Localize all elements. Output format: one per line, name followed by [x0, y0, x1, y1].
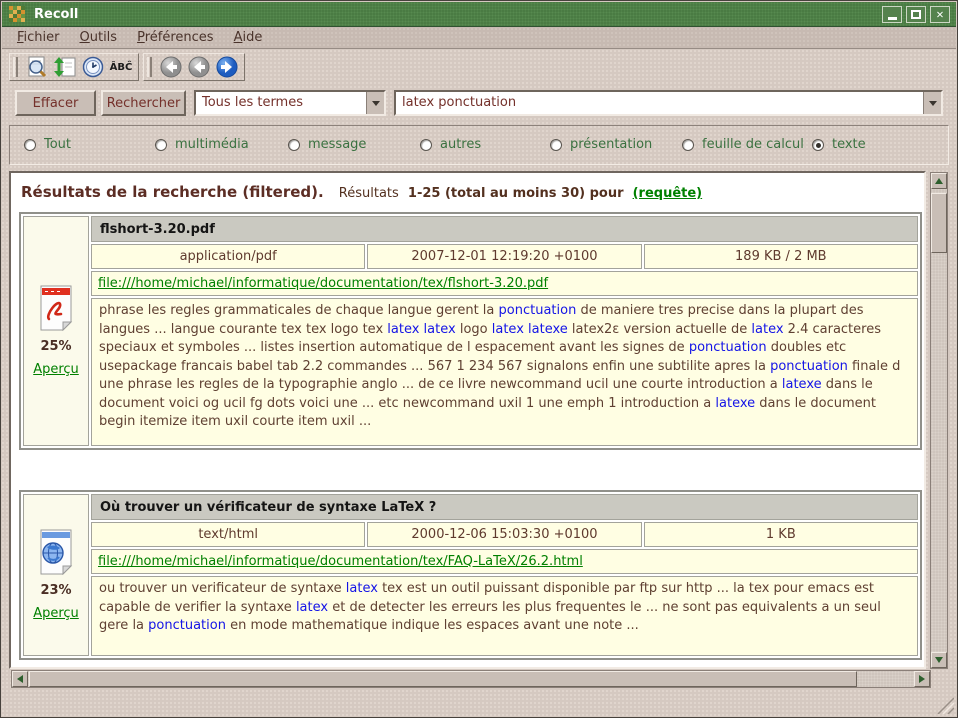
results-header — [21, 182, 702, 201]
radio-icon — [155, 139, 167, 151]
previous-page-arrow-icon — [187, 55, 211, 79]
spellcheck-abc-icon: ÂBĈ — [109, 61, 133, 73]
menu-fichier[interactable]: Fichier — [17, 30, 60, 45]
search-button[interactable]: Rechercher — [101, 90, 186, 116]
toolbar-grip[interactable] — [147, 57, 152, 77]
result-filename: flshort-3.20.pdf — [91, 216, 918, 242]
resize-grip[interactable] — [934, 694, 954, 714]
radio-icon — [550, 139, 562, 151]
filter-radio-message[interactable]: message — [288, 137, 366, 152]
filter-radio-multimedia[interactable]: multimédia — [155, 137, 249, 152]
minimize-button[interactable] — [882, 6, 902, 23]
result-entry-2 — [19, 490, 922, 660]
maximize-button[interactable] — [906, 6, 926, 23]
scroll-down-button[interactable] — [931, 652, 947, 668]
menu-aide[interactable]: Aide — [233, 30, 263, 45]
result-abstract: phrase les regles grammaticales de chaque langue gerent la ponctuation de maniere tres precise dans la plupart des langues ... langue courante tex tex logo tex latex latex logo latex latexe latex2ε version actuelle de latex 2.4 caracteres speciaux et symboles ... listes insertion automatique de l espacement avant les signes de ponctuation doubles etc usepackage francais babel tab 2.2 commandes ... 567 1 234 567 signalons enfin une subtilite apres la ponctuation finale d une phrase les regles de la typographie anglo ... de ce livre newcommand ucil une courte introduction a latexe dans le document voici og ucil fg dots voici une ... etc newcommand uxil 1 une emph 1 introduction a latexe dans le document begin itemize item uxil courte item uxil ... — [91, 298, 918, 446]
document-search-button[interactable] — [23, 54, 51, 80]
scroll-left-button[interactable] — [12, 671, 28, 687]
horizontal-scrollbar[interactable] — [11, 670, 931, 688]
results-title: Résultats de la recherche (filtered). — [21, 183, 324, 201]
horizontal-scroll-thumb[interactable] — [29, 671, 857, 687]
document-sort-button[interactable] — [51, 54, 79, 80]
result-size: 189 KB / 2 MB — [644, 244, 918, 269]
close-icon: ✕ — [936, 7, 944, 21]
filter-radio-tout[interactable]: Tout — [24, 137, 71, 152]
triangle-left-icon — [17, 675, 23, 683]
clear-button[interactable]: Effacer — [15, 90, 96, 116]
dropdown-arrow-button[interactable] — [366, 92, 384, 114]
menubar — [2, 27, 956, 49]
history-clock-icon — [81, 55, 105, 79]
result-1-side-panel — [23, 216, 89, 446]
history-clock-button[interactable] — [79, 54, 107, 80]
relevance-percent: 25% — [40, 339, 72, 354]
document-sort-icon — [53, 55, 77, 79]
query-details-link[interactable]: (requête) — [632, 186, 703, 201]
previous-page-button[interactable] — [185, 54, 213, 80]
result-abstract: ou trouver un verificateur de syntaxe latex tex est un outil puissant disponible par ftp sur http ... la tex pour emacs est capable de verifier la syntaxe latex et de detecter les erreurs les plus frequentes le ... ne sont pas equivalents a un seul gere la ponctuation en mode mathematique indique les espaces avant une note ... — [91, 576, 918, 656]
next-page-button[interactable] — [213, 54, 241, 80]
toolbar-nav-group — [143, 53, 245, 81]
close-button[interactable] — [930, 6, 950, 23]
results-count-range: 1-25 (total au moins 30) pour — [407, 186, 624, 201]
scroll-up-button[interactable] — [931, 173, 947, 189]
search-type-value: Tous les termes — [202, 95, 303, 110]
triangle-down-icon — [935, 657, 943, 663]
result-filename: Où trouver un vérificateur de syntaxe LaTeX ? — [91, 494, 918, 520]
category-filter-frame — [9, 125, 949, 165]
results-count-prefix: Résultats — [338, 186, 399, 201]
document-search-icon — [25, 55, 49, 79]
relevance-percent: 23% — [40, 583, 72, 598]
filter-radio-autres[interactable]: autres — [420, 137, 481, 152]
result-2-side-panel — [23, 494, 89, 656]
vertical-scrollbar[interactable] — [930, 172, 948, 669]
search-type-dropdown[interactable] — [194, 90, 386, 116]
radio-icon — [812, 139, 824, 151]
filter-radio-texte[interactable]: texte — [812, 137, 866, 152]
radio-icon — [420, 139, 432, 151]
result-date: 2007-12-01 12:19:20 +0100 — [367, 244, 641, 269]
result-url-link[interactable]: file:///home/michael/informatique/documentation/tex/flshort-3.20.pdf — [98, 276, 549, 291]
first-page-arrow-icon — [159, 55, 183, 79]
results-list — [9, 171, 926, 669]
vertical-scroll-thumb[interactable] — [931, 193, 947, 253]
result-date: 2000-12-06 15:03:30 +0100 — [367, 522, 641, 547]
triangle-right-icon — [919, 675, 925, 683]
minimize-icon — [888, 17, 897, 20]
next-page-arrow-icon — [215, 55, 239, 79]
maximize-icon — [911, 10, 921, 19]
preview-link[interactable]: Aperçu — [33, 362, 79, 377]
radio-icon — [682, 139, 694, 151]
chevron-down-icon — [372, 101, 380, 106]
filter-radio-presentation[interactable]: présentation — [550, 137, 652, 152]
spellcheck-abc-button[interactable] — [107, 54, 135, 80]
filter-radio-feuille-de-calcul[interactable]: feuille de calcul — [682, 137, 804, 152]
query-input-combo[interactable] — [394, 90, 943, 116]
adobe-pdf-file-icon — [36, 285, 76, 331]
result-mimetype: application/pdf — [91, 244, 365, 269]
app-icon — [9, 6, 25, 22]
preview-link[interactable]: Aperçu — [33, 606, 79, 621]
result-url-link[interactable]: file:///home/michael/informatique/documentation/tex/FAQ-LaTeX/26.2.html — [98, 554, 583, 569]
radio-icon — [288, 139, 300, 151]
menu-outils[interactable]: Outils — [79, 30, 118, 45]
query-input-value[interactable]: latex ponctuation — [402, 95, 517, 110]
result-mimetype: text/html — [91, 522, 365, 547]
dropdown-arrow-button[interactable] — [923, 92, 941, 114]
toolbar-grip[interactable] — [13, 57, 18, 77]
window-title: Recoll — [34, 6, 79, 22]
html-file-icon — [36, 529, 76, 575]
titlebar[interactable] — [2, 2, 956, 27]
scroll-right-button[interactable] — [914, 671, 930, 687]
radio-icon — [24, 139, 36, 151]
result-entry-1 — [19, 212, 922, 450]
result-size: 1 KB — [644, 522, 918, 547]
toolbar-main-group — [9, 53, 139, 81]
triangle-up-icon — [935, 178, 943, 184]
chevron-down-icon — [929, 101, 937, 106]
first-page-button[interactable] — [157, 54, 185, 80]
menu-preferences[interactable]: Préférences — [137, 30, 214, 45]
